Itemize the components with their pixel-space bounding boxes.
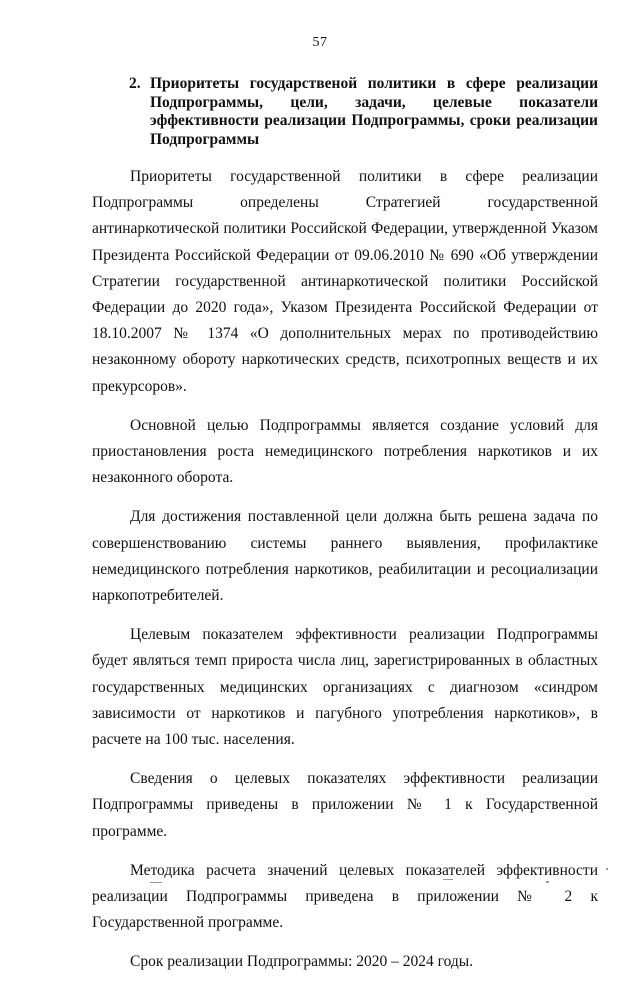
paragraph-goal: Основной целью Подпрограммы является создание условий для приостановления роста немедицинского потребления наркотиков и их незаконного оборота. <box>92 416 598 487</box>
paragraph-timeline: Срок реализации Подпрограммы: 2020 – 2024 годы. <box>130 953 474 971</box>
section-heading-line: Приоритеты государственой политики в сфере реализации <box>150 75 598 92</box>
scan-speck <box>150 882 162 883</box>
paragraph-indicator-info: Сведения о целевых показателях эффективности реализации Подпрограммы приведены в приложении № 1 к Государственной программе. <box>92 770 598 840</box>
section-heading-line: Подпрограммы <box>150 130 260 148</box>
paragraph-methodology: Методика расчета значений целевых показателей эффективности реализации Подпрограммы приведена в приложении № 2 к Государственной программе. <box>92 861 598 932</box>
section-heading <box>92 75 598 149</box>
section-heading-line: эффективности реализации Подпрограммы, сроки реализации <box>150 112 598 129</box>
scan-speck <box>606 868 608 870</box>
body-text <box>92 164 598 989</box>
scan-speck <box>546 881 549 883</box>
paragraph-indicator: Целевым показателем эффективности реализации Подпрограммы будет являться темп прироста числа лиц, зарегистрированных в областных государственных медицинских организациях с диагнозом «синдром зависимости от наркотиков и пагубного употребления наркотиков», в расчете на 100 тыс. населения. <box>92 626 598 749</box>
scan-speck <box>443 879 453 880</box>
scan-artifacts <box>0 878 640 898</box>
section-heading-line: Подпрограммы, цели, задачи, целевые показатели <box>150 93 598 111</box>
paragraph-priorities: Приоритеты государственной политики в сфере реализации Подпрограммы определены Стратегией государственной антинаркотической политики Российской Федерации, утвержденной Указом Президента Российской Федерации от 09.06.2010 № 690 «Об утверждении Стратегии государственной антинаркотической политики Российской Федерации до 2020 года», Указом Президента Российской Федерации от 18.10.2007 № 1374 «О дополнительных мерах по противодействию незаконному обороту наркотических средств, психотропных веществ и их прекурсоров». <box>92 168 598 395</box>
page-number: 57 <box>312 35 328 50</box>
paragraph-task: Для достижения поставленной цели должна быть решена задача по совершенствованию системы раннего выявления, профилактике немедицинского потребления наркотиков, реабилитации и ресоциализации наркопотребителей. <box>92 508 598 605</box>
section-number: 2. <box>129 75 141 92</box>
